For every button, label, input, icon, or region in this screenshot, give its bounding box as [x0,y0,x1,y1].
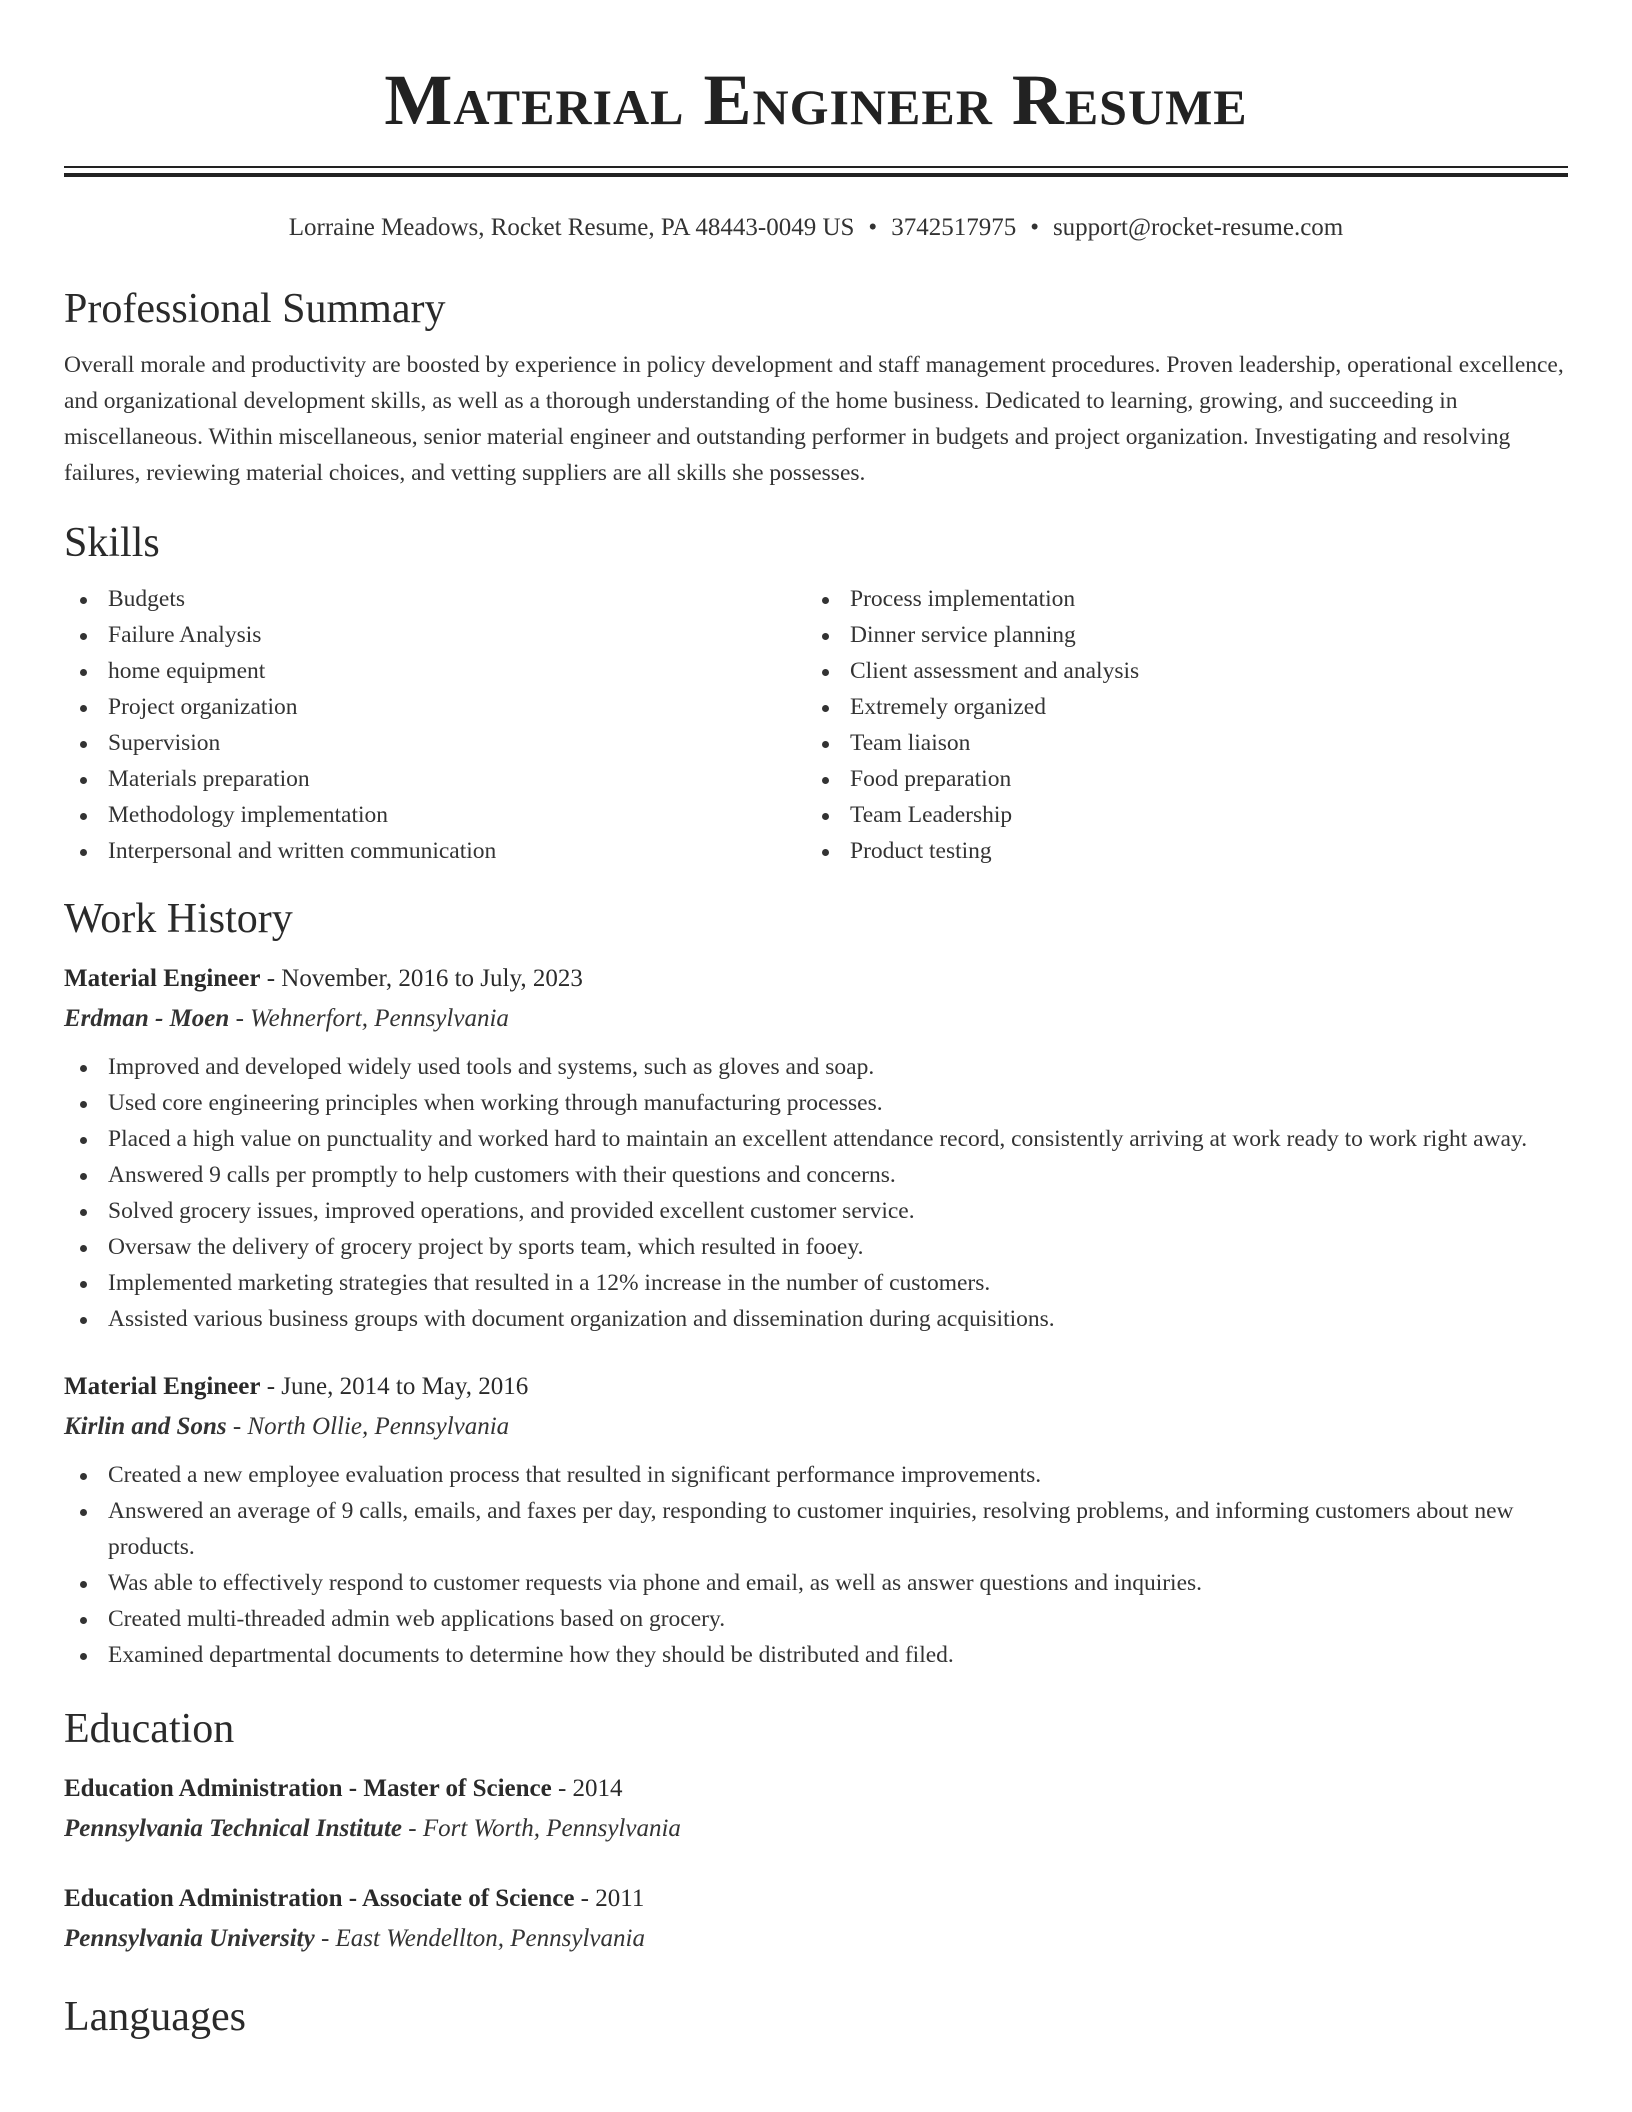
summary-heading: Professional Summary [64,286,446,332]
company-name: Erdman - Moen [64,1005,230,1032]
job-bullet: Was able to effectively respond to customer requests via phone and email, as well as answer questions and inquiries. [64,1565,1568,1601]
skill-item: Project organization [64,689,806,725]
resume-page [64,0,1568,2043]
contact-phone: 3742517975 [891,214,1017,241]
skill-item: Interpersonal and written communication [64,833,806,869]
job-bullet: Implemented marketing strategies that resulted in a 12% increase in the number of customers. [64,1265,1568,1301]
job-title: Material Engineer [64,1373,261,1400]
job-bullet: Used core engineering principles when working through manufacturing processes. [64,1085,1568,1121]
skill-item: Food preparation [806,761,1548,797]
job-bullet: Answered 9 calls per promptly to help customers with their questions and concerns. [64,1157,1568,1193]
education-entry [64,1879,1568,1959]
job-title-line [64,1367,1568,1407]
company-name: Kirlin and Sons [64,1413,227,1440]
degree-name: Education Administration - Associate of Science [64,1885,575,1912]
summary-text: Overall morale and productivity are boosted by experience in policy development and staff management procedures. Proven leadership, operational excellence, and organizational development skills, as well as a thorough understanding of the home business. Dedicated to learning, growing, and succeeding in miscellaneous. Within miscellaneous, senior material engineer and outstanding performer in budgets and project organization. Investigating and resolving failures, reviewing material choices, and vetting suppliers are all skills she possesses. [64,352,1564,486]
company-location: - Wehnerfort, Pennsylvania [229,1005,509,1032]
job-dates: - June, 2014 to May, 2016 [260,1373,529,1400]
job-bullet: Solved grocery issues, improved operations, and provided excellent customer service. [64,1193,1568,1229]
languages-heading: Languages [64,1994,246,2040]
skills-column-left [64,581,806,869]
job-bullet: Answered an average of 9 calls, emails, and faxes per day, responding to customer inquiries, resolving problems, and informing customers about new products. [64,1493,1568,1565]
skills-column-right [806,581,1548,869]
contact-address: Lorraine Meadows, Rocket Resume, PA 48443-0049 US [288,214,855,241]
company-location: - North Ollie, Pennsylvania [226,1413,510,1440]
job-dates: - November, 2016 to July, 2023 [260,965,583,992]
contact-email: support@rocket-resume.com [1052,214,1344,241]
skill-item: Methodology implementation [64,797,806,833]
skill-item: Team liaison [806,725,1548,761]
education-entry [64,1769,1568,1849]
resume-title: Material Engineer Resume [384,60,1248,140]
job-entry [64,959,1568,1337]
degree-year: - 2011 [574,1885,645,1912]
job-bullet: Created a new employee evaluation process that resulted in significant performance improvements. [64,1457,1568,1493]
skill-item: Dinner service planning [806,617,1548,653]
skill-item: Client assessment and analysis [806,653,1548,689]
education-heading: Education [64,1706,235,1752]
school-location: - Fort Worth, Pennsylvania [402,1815,681,1842]
degree-line [64,1769,1568,1809]
school-line [64,1919,1568,1959]
skill-item: Supervision [64,725,806,761]
skill-item: home equipment [64,653,806,689]
skill-item: Budgets [64,581,806,617]
job-bullet: Oversaw the delivery of grocery project by sports team, which resulted in fooey. [64,1229,1568,1265]
school-line [64,1809,1568,1849]
school-name: Pennsylvania Technical Institute [64,1815,403,1842]
job-entry [64,1367,1568,1673]
skill-item: Product testing [806,833,1548,869]
job-title: Material Engineer [64,965,261,992]
job-bullet: Improved and developed widely used tools and systems, such as gloves and soap. [64,1049,1568,1085]
job-bullets [64,1049,1568,1337]
skill-item: Team Leadership [806,797,1548,833]
job-bullet: Assisted various business groups with document organization and dissemination during acquisitions. [64,1301,1568,1337]
job-bullet: Created multi-threaded admin web applications based on grocery. [64,1601,1568,1637]
degree-name: Education Administration - Master of Science [64,1775,552,1802]
contact-separator: • [1030,214,1039,241]
company-line [64,999,1568,1039]
skills-list [64,581,1568,869]
title-divider [64,166,1568,177]
school-location: - East Wendellton, Pennsylvania [314,1925,645,1952]
skills-heading: Skills [64,520,160,566]
skill-item: Materials preparation [64,761,806,797]
contact-separator: • [868,214,878,241]
skill-item: Extremely organized [806,689,1548,725]
work-history-heading: Work History [64,896,293,942]
company-line [64,1407,1568,1447]
skill-item: Failure Analysis [64,617,806,653]
degree-year: - 2014 [551,1775,623,1802]
job-bullet: Placed a high value on punctuality and worked hard to maintain an excellent attendance record, consistently arriving at work ready to work right away. [64,1121,1568,1157]
skill-item: Process implementation [806,581,1548,617]
school-name: Pennsylvania University [64,1925,315,1952]
contact-line [64,213,1568,243]
job-bullets [64,1457,1568,1673]
degree-line [64,1879,1568,1919]
job-bullet: Examined departmental documents to determine how they should be distributed and filed. [64,1637,1568,1673]
job-title-line [64,959,1568,999]
